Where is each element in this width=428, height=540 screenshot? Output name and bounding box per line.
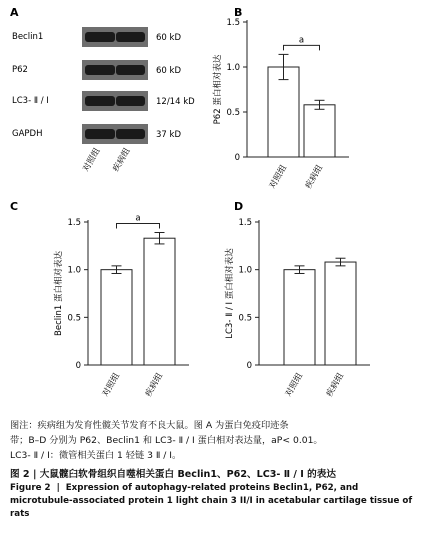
bar xyxy=(304,105,335,157)
blot-size-label: 60 kD xyxy=(156,33,181,43)
panel-letter-a: A xyxy=(10,6,19,19)
figure-title-chinese: 图 2 | 大鼠髋臼软骨组织自噬相关蛋白 Beclin1、P62、LC3- Ⅱ / Ⅰ 的表达 xyxy=(10,469,336,480)
x-category-label: 疾病组 xyxy=(143,371,166,399)
bar xyxy=(144,238,175,365)
figure-title-english xyxy=(10,482,418,521)
x-category-label: 对照组 xyxy=(267,163,290,191)
y-tick-label: 1.5 xyxy=(238,218,252,228)
blot-protein-label: P62 xyxy=(12,65,28,75)
x-category-label: 疾病组 xyxy=(303,163,326,191)
y-axis-label: P62 蛋白相对表达 xyxy=(213,54,223,125)
lane-label: 对照组 xyxy=(81,146,103,174)
y-tick-label: 0 xyxy=(246,361,252,371)
title-separator: | xyxy=(56,483,60,493)
note-line-1: 图注：疾病组为发育性髋关节发育不良大鼠。图 A 为蛋白免疫印迹条 xyxy=(10,420,289,431)
y-tick-label: 1.0 xyxy=(226,63,240,73)
blot-band xyxy=(116,96,145,106)
y-tick-label: 0.5 xyxy=(238,313,252,324)
y-tick-label: 1.0 xyxy=(67,265,81,276)
bar xyxy=(101,270,132,365)
x-category-label: 对照组 xyxy=(283,371,306,399)
blot-band xyxy=(116,32,145,42)
y-axis-label: LC3- Ⅱ / Ⅰ 蛋白相对表达 xyxy=(225,248,235,339)
panel-letter: B xyxy=(234,6,243,19)
significance-label: a xyxy=(298,35,305,46)
bar xyxy=(284,270,315,365)
note-line-3: LC3- Ⅱ / Ⅰ：微管相关蛋白 1 轻链 3 Ⅱ / Ⅰ。 xyxy=(10,450,182,461)
significance-label: a xyxy=(135,213,141,224)
y-tick-label: 1.5 xyxy=(226,18,240,28)
y-tick-label: 1.0 xyxy=(238,265,252,276)
blot-size-label: 60 kD xyxy=(156,66,181,76)
blot-band xyxy=(116,65,145,75)
blot-protein-label: GAPDH xyxy=(12,129,43,139)
blot-band xyxy=(85,65,115,75)
x-category-label: 对照组 xyxy=(100,371,123,399)
blot-protein-label: LC3- Ⅱ / Ⅰ xyxy=(12,96,49,106)
bar xyxy=(325,262,356,365)
blot-band xyxy=(85,96,115,106)
panel-letter: C xyxy=(10,200,19,213)
blot-protein-label: Beclin1 xyxy=(12,32,44,42)
note-line-2: 带；B–D 分别为 P62、Beclin1 和 LC3- Ⅱ / Ⅰ 蛋白相对表达量，aP< 0.01。 xyxy=(10,435,323,446)
blot-band xyxy=(116,129,145,139)
y-axis-label: Beclin1 蛋白相对表达 xyxy=(54,251,64,336)
blot-band xyxy=(85,129,115,139)
significance-bracket xyxy=(284,45,320,50)
y-tick-label: 0.5 xyxy=(226,108,240,118)
x-category-label: 疾病组 xyxy=(324,371,347,399)
lane-label: 疾病组 xyxy=(111,146,133,174)
figure-number: Figure 2 xyxy=(10,483,51,493)
blot-size-label: 37 kD xyxy=(156,130,181,140)
y-tick-label: 1.5 xyxy=(67,218,81,228)
bar xyxy=(268,67,299,157)
y-tick-label: 0.5 xyxy=(67,313,81,324)
figure-title-text: Expression of autophagy-related proteins Beclin1, P62, and microtubule-associated protein 1 light chain 3 II/I in acetabular cartilage tissue of rats xyxy=(10,483,413,519)
y-tick-label: 0 xyxy=(234,153,240,163)
blot-band xyxy=(85,32,115,42)
significance-bracket xyxy=(117,223,160,228)
figure-note xyxy=(10,418,418,463)
y-tick-label: 0 xyxy=(75,361,81,371)
panel-letter: D xyxy=(234,200,244,213)
blot-size-label: 12/14 kD xyxy=(156,97,195,107)
